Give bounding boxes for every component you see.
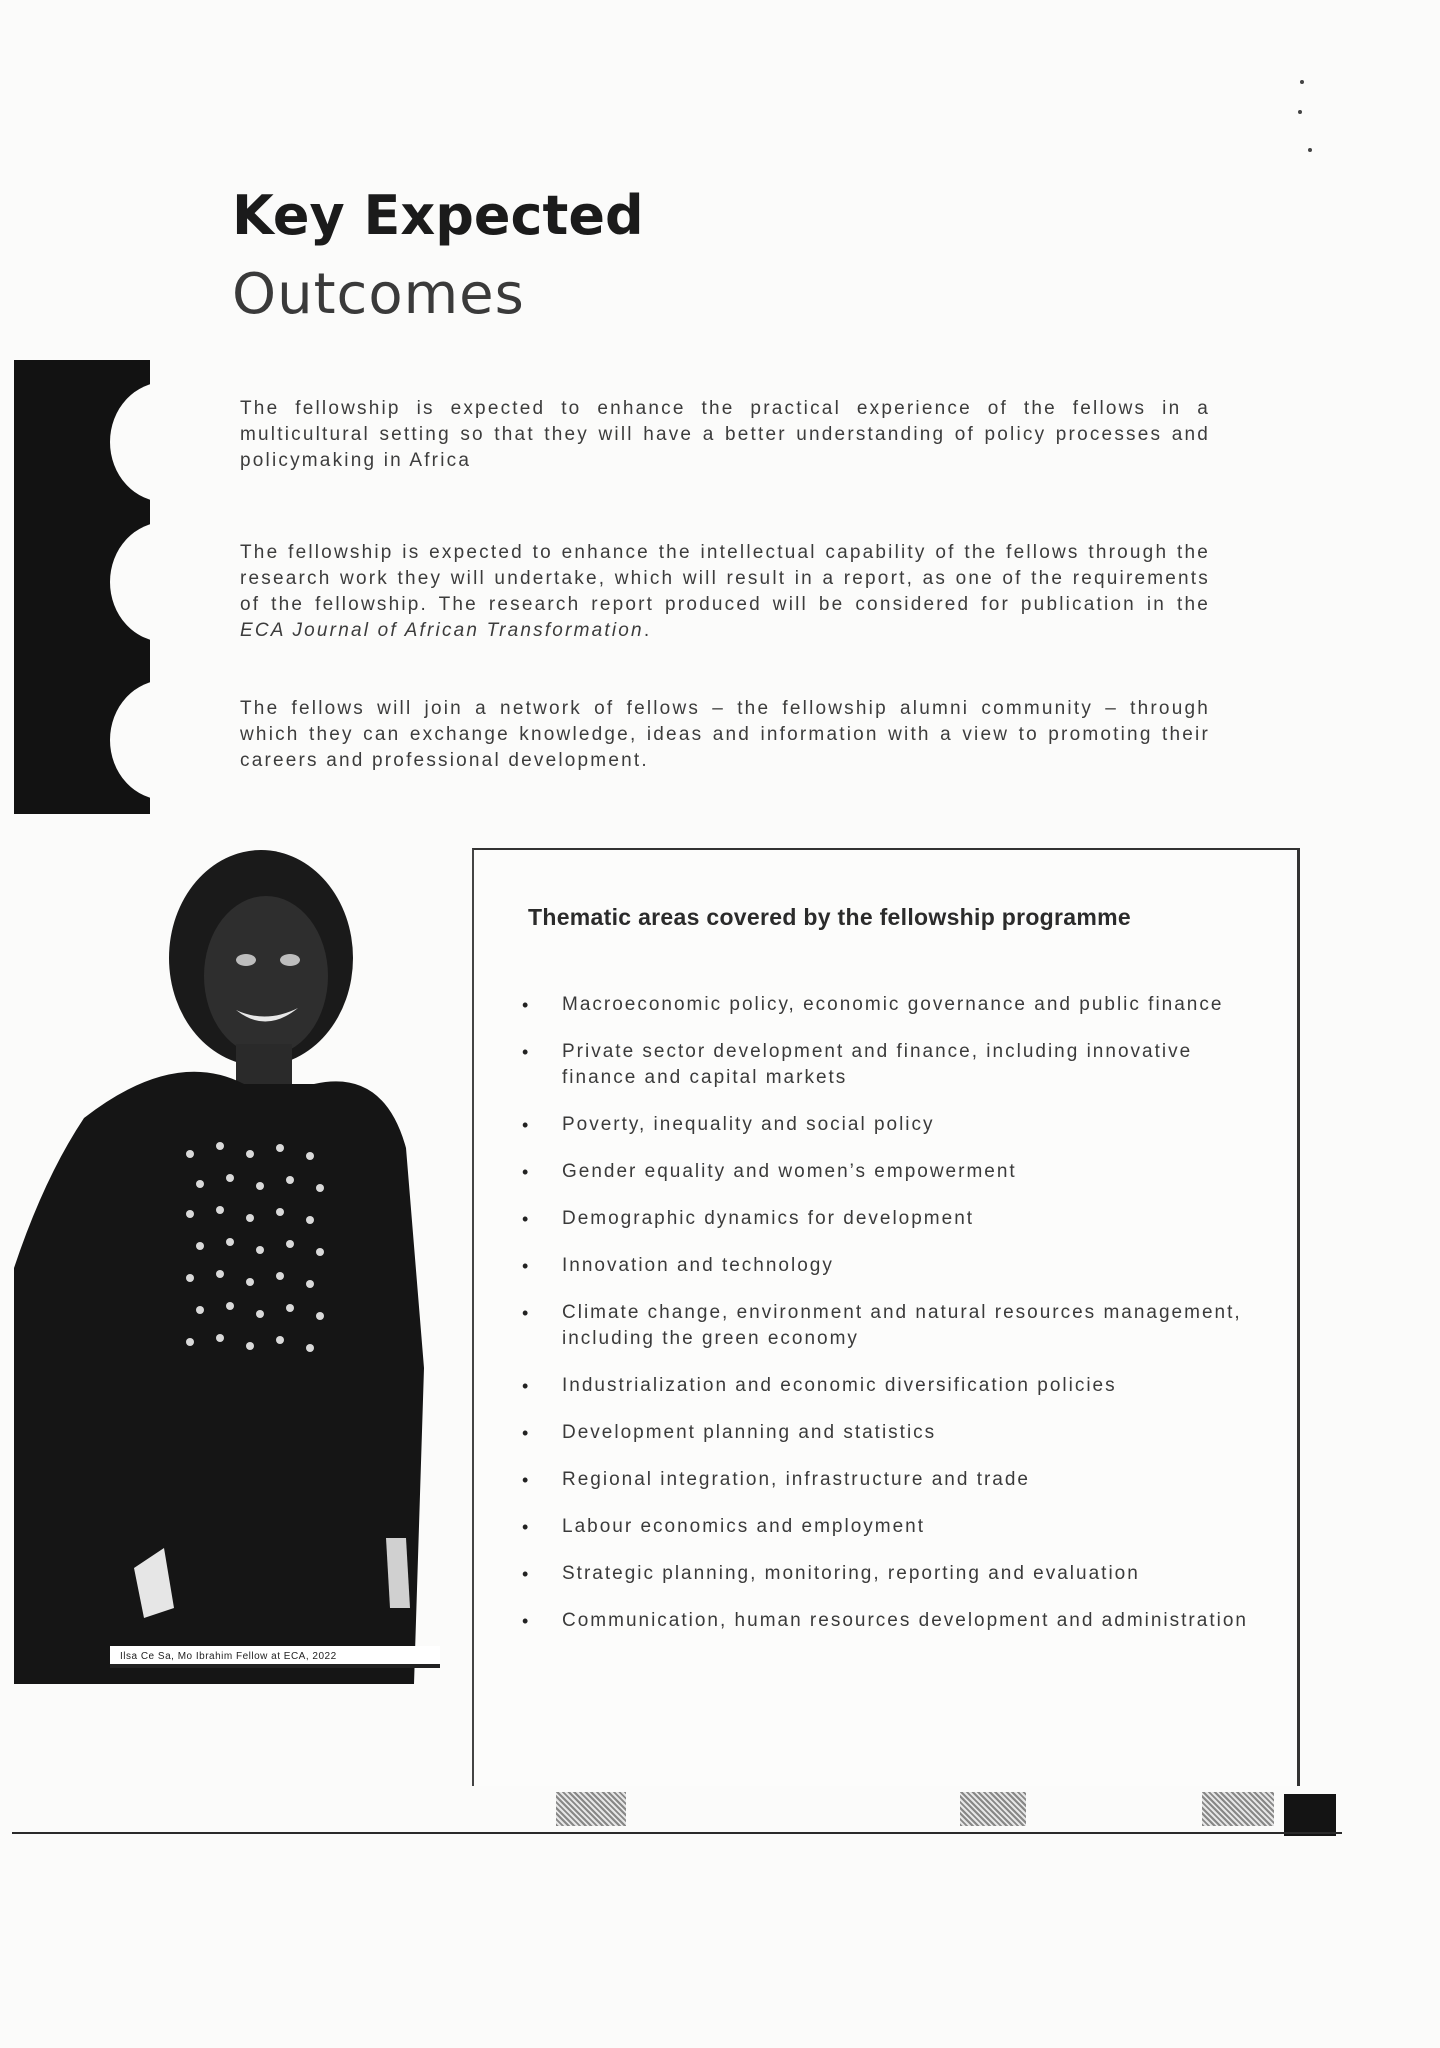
bullet-icon: • bbox=[522, 995, 531, 1015]
bullet-icon: • bbox=[522, 1376, 531, 1396]
fellow-photo bbox=[14, 848, 434, 1684]
decorative-side-bar bbox=[14, 360, 150, 814]
thematic-title: Thematic areas covered by the fellowship programme bbox=[528, 904, 1131, 930]
scan-speck bbox=[1308, 148, 1312, 152]
outcome-paragraph-2 bbox=[240, 540, 1210, 644]
scan-artifact bbox=[960, 1792, 1026, 1826]
bullet-icon: • bbox=[522, 1162, 531, 1182]
decorative-notch bbox=[110, 680, 220, 800]
decorative-notch bbox=[110, 382, 220, 502]
bullet-icon: • bbox=[522, 1303, 531, 1323]
bullet-icon: • bbox=[522, 1209, 531, 1229]
scan-speck bbox=[1300, 80, 1304, 84]
bullet-icon: • bbox=[522, 1042, 531, 1062]
decorative-notch bbox=[110, 522, 220, 642]
list-item: • Regional integration, infrastructure and trade bbox=[562, 1467, 1262, 1493]
page-subtitle: Outcomes bbox=[232, 262, 525, 327]
bullet-icon: • bbox=[522, 1470, 531, 1490]
bottom-rule bbox=[12, 1832, 1342, 1834]
paragraph-2-end: . bbox=[643, 620, 652, 641]
list-item: • Climate change, environment and natural resources management, including the green economy bbox=[522, 1302, 1242, 1349]
list-item: • Industrialization and economic diversification policies bbox=[562, 1373, 1262, 1399]
thematic-list bbox=[522, 992, 1262, 1655]
scan-speck bbox=[1298, 110, 1302, 114]
outcome-paragraph-1: The fellowship is expected to enhance the practical experience of the fellows in a multicultural setting so that they will have a better understanding of policy processes and policymaking in Africa bbox=[240, 398, 1210, 471]
page-title: Key Expected bbox=[232, 184, 644, 247]
outcome-paragraph-3: The fellows will join a network of fellows – the fellowship alumni community – through which they can exchange knowledge, ideas and information with a view to promoting their careers and professional development. bbox=[240, 698, 1210, 771]
bullet-icon: • bbox=[522, 1115, 531, 1135]
list-item: • Poverty, inequality and social policy bbox=[562, 1112, 1262, 1138]
list-item: • Gender equality and women’s empowerment bbox=[562, 1159, 1262, 1185]
list-item: • Demographic dynamics for development bbox=[562, 1206, 1262, 1232]
paragraph-2-text: The fellowship is expected to enhance the intellectual capability of the fellows through the research work they will undertake, which will result in a report, as one of the requirements of the fellowship. The research report produced will be considered for publication in the bbox=[240, 542, 1210, 615]
list-item: • Private sector development and finance, including innovative finance and capital markets bbox=[522, 1041, 1193, 1088]
list-item: • Macroeconomic policy, economic governance and public finance bbox=[562, 992, 1262, 1018]
bullet-icon: • bbox=[522, 1256, 531, 1276]
bullet-icon: • bbox=[522, 1423, 531, 1443]
journal-title: ECA Journal of African Transformation bbox=[240, 620, 644, 641]
scan-artifact bbox=[1202, 1792, 1274, 1826]
list-item: • Innovation and technology bbox=[562, 1253, 1262, 1279]
scan-artifact bbox=[556, 1792, 626, 1826]
photo-caption: Ilsa Ce Sa, Mo Ibrahim Fellow at ECA, 2022 bbox=[110, 1646, 440, 1668]
decorative-end-block bbox=[1284, 1794, 1336, 1836]
bullet-icon: • bbox=[522, 1517, 531, 1537]
list-item: • Labour economics and employment bbox=[562, 1514, 1262, 1540]
list-item: • Development planning and statistics bbox=[562, 1420, 1262, 1446]
thematic-areas-box bbox=[472, 848, 1300, 1786]
bullet-icon: • bbox=[522, 1611, 531, 1631]
list-item: • Communication, human resources development and administration bbox=[562, 1608, 1262, 1634]
bullet-icon: • bbox=[522, 1564, 531, 1584]
list-item: • Strategic planning, monitoring, reporting and evaluation bbox=[562, 1561, 1262, 1587]
